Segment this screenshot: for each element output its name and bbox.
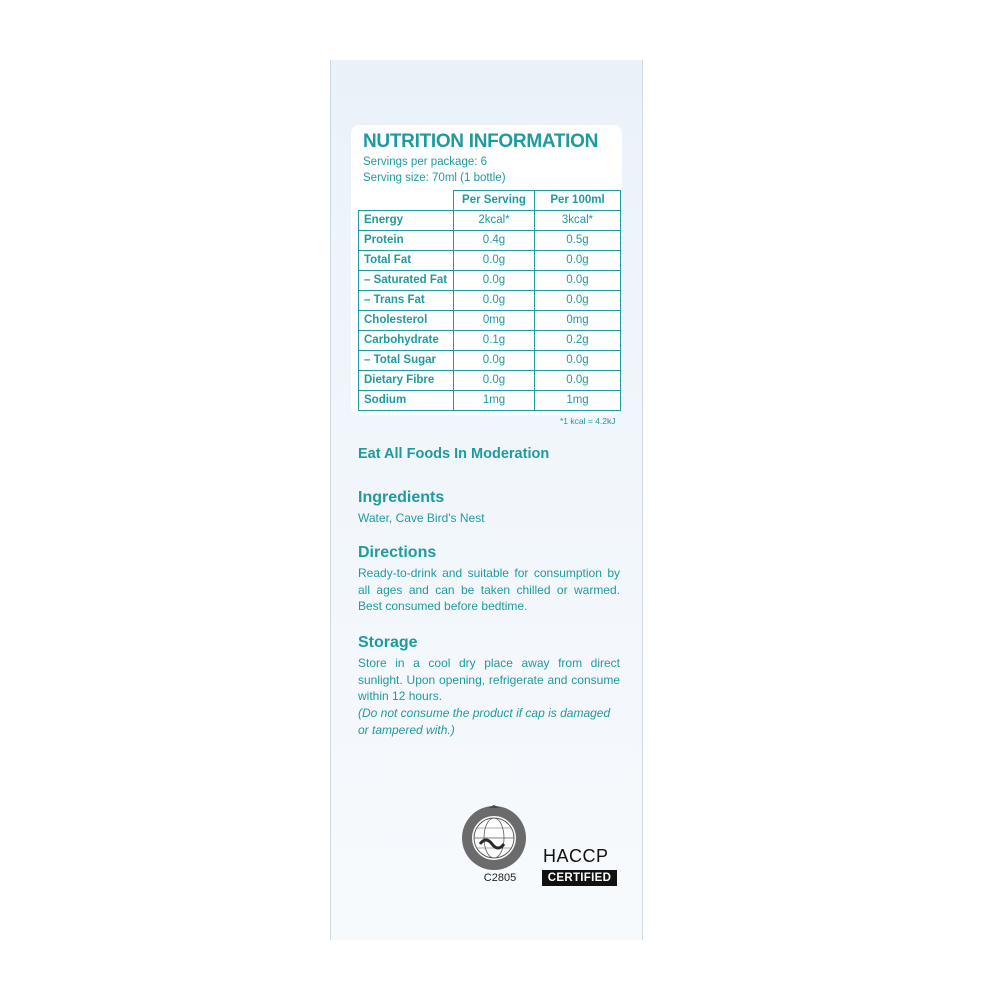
- per-serving-value: 0.4g: [454, 231, 535, 251]
- per-100ml-value: 0.5g: [535, 231, 621, 251]
- energy-footnote: *1 kcal = 4.2kJ: [560, 416, 616, 426]
- per-100ml-value: 0.0g: [535, 371, 621, 391]
- nutrient-name: Protein: [359, 231, 454, 251]
- per-100ml-value: 0.2g: [535, 331, 621, 351]
- nutrition-title: NUTRITION INFORMATION: [363, 131, 599, 152]
- per-serving-value: 0mg: [454, 311, 535, 331]
- haccp-label: HACCP: [543, 846, 609, 866]
- serving-size: Serving size: 70ml (1 bottle): [363, 172, 506, 184]
- table-row: [359, 311, 621, 331]
- storage-heading: Storage: [358, 634, 418, 651]
- table-row: [359, 291, 621, 311]
- per-100ml-value: 1mg: [535, 391, 621, 411]
- per-100ml-value: 0.0g: [535, 291, 621, 311]
- halal-code: C2805: [483, 872, 517, 884]
- column-header-per-serving: Per Serving: [454, 191, 535, 211]
- per-serving-value: 2kcal*: [454, 211, 535, 231]
- storage-note: (Do not consume the product if cap is damaged or tampered with.): [358, 706, 611, 737]
- nutrient-name: Dietary Fibre: [359, 371, 454, 391]
- per-100ml-value: 0.0g: [535, 351, 621, 371]
- per-100ml-value: 0mg: [535, 311, 621, 331]
- header-blank-cell: [359, 191, 454, 211]
- nutrient-name: – Total Sugar: [359, 351, 454, 371]
- per-serving-value: 0.1g: [454, 331, 535, 351]
- per-serving-value: 0.0g: [454, 371, 535, 391]
- table-row: [359, 351, 621, 371]
- nutrient-name: Total Fat: [359, 251, 454, 271]
- servings-per-package: Servings per package: 6: [363, 156, 488, 168]
- per-serving-value: 0.0g: [454, 351, 535, 371]
- table-header-row: [359, 191, 621, 211]
- per-100ml-value: 0.0g: [535, 251, 621, 271]
- ingredients-text: Water, Cave Bird's Nest: [358, 511, 485, 525]
- storage-text: Store in a cool dry place away from direct sunlight. Upon opening, refrigerate and consume within 12 hours.: [358, 656, 620, 703]
- column-header-per-100ml: Per 100ml: [535, 191, 621, 211]
- table-row: [359, 271, 621, 291]
- ingredients-heading: Ingredients: [358, 489, 445, 506]
- per-serving-value: 1mg: [454, 391, 535, 411]
- certified-badge: CERTIFIED: [542, 870, 617, 886]
- table-row: [359, 331, 621, 351]
- table-row: [359, 211, 621, 231]
- table-row: [359, 391, 621, 411]
- nutrient-name: Cholesterol: [359, 311, 454, 331]
- nutrient-name: Sodium: [359, 391, 454, 411]
- nutrition-table: [358, 190, 621, 411]
- directions-text: Ready-to-drink and suitable for consumption by all ages and can be taken chilled or warmed. Best consumed before bedtime.: [358, 566, 620, 613]
- per-100ml-value: 0.0g: [535, 271, 621, 291]
- nutrient-name: Energy: [359, 211, 454, 231]
- per-100ml-value: 3kcal*: [535, 211, 621, 231]
- table-row: [359, 371, 621, 391]
- moderation-heading: Eat All Foods In Moderation: [358, 446, 550, 462]
- nutrient-name: Carbohydrate: [359, 331, 454, 351]
- directions-heading: Directions: [358, 544, 437, 561]
- nutrient-name: – Saturated Fat: [359, 271, 454, 291]
- nutrient-name: – Trans Fat: [359, 291, 454, 311]
- table-row: [359, 231, 621, 251]
- per-serving-value: 0.0g: [454, 271, 535, 291]
- per-serving-value: 0.0g: [454, 291, 535, 311]
- table-row: [359, 251, 621, 271]
- per-serving-value: 0.0g: [454, 251, 535, 271]
